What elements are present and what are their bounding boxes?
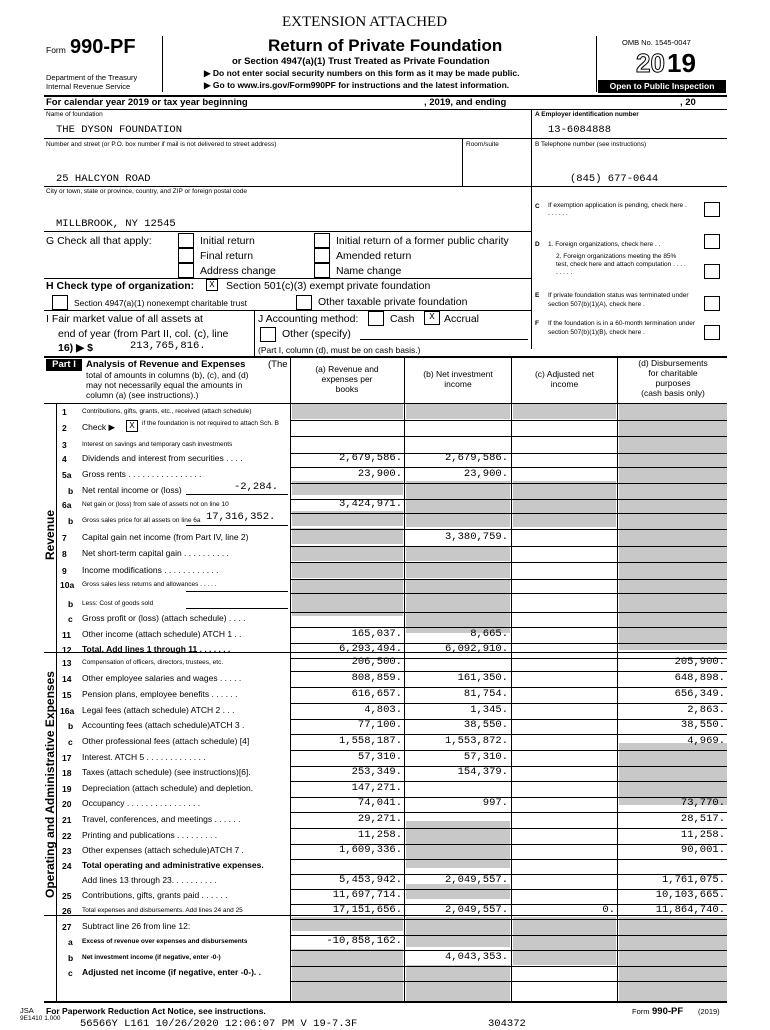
street-label: Number and street (or P.O. box number if mail is not delivered to street address) [46, 141, 277, 148]
jsa-label: JSA [20, 1006, 34, 1015]
other-method-label: Other (specify) [282, 328, 351, 340]
line-label: Gross rents . . . . . . . . . . . . . . . . [82, 469, 202, 479]
line-label: Other professional fees (attach schedule) [4] [82, 736, 250, 746]
line-number: 25 [62, 891, 72, 901]
part1-title-rest: (The [268, 359, 288, 370]
row-divider [290, 919, 727, 920]
j-label: J Accounting method: [258, 313, 359, 325]
amount-col-a[interactable]: 3,424,971. [338, 498, 402, 510]
room-suite-label: Room/suite [466, 141, 499, 148]
paperwork-notice: For Paperwork Reduction Act Notice, see instructions. [46, 1006, 266, 1016]
h-501c3-label: Section 501(c)(3) exempt private foundation [226, 280, 431, 292]
line-number: 8 [62, 549, 67, 559]
shade [619, 917, 727, 1001]
line-number: a [68, 937, 73, 947]
amount-col-d[interactable]: 10,103,665. [655, 889, 725, 901]
row-divider [290, 483, 727, 484]
part1-title: Analysis of Revenue and Expenses [86, 359, 246, 370]
line-label: Printing and publications . . . . . . . . . [82, 830, 218, 840]
address-change-checkbox[interactable] [178, 263, 194, 278]
form-number: 990-PF [70, 36, 136, 58]
form-subtitle: or Section 4947(a)(1) Trust Treated as Private Foundation [232, 56, 490, 67]
address-change-label: Address change [200, 265, 276, 277]
part1-tag: Part I [46, 359, 82, 371]
g-label: G Check all that apply: [46, 235, 152, 247]
amount-col-b[interactable]: 23,900. [463, 468, 508, 480]
amount-col-a[interactable]: 1,558,187. [338, 735, 402, 747]
f-letter: F [535, 320, 539, 327]
shade [292, 580, 403, 616]
shade [406, 917, 510, 947]
col-d-line2: for charitable [648, 368, 698, 378]
line-label: Compensation of officers, directors, trustees, etc. [82, 659, 224, 666]
line-number: 14 [62, 674, 72, 684]
amount-col-a[interactable]: 1,609,336. [338, 844, 402, 856]
line-label: Occupancy . . . . . . . . . . . . . . . . [82, 798, 201, 808]
final-return-checkbox[interactable] [178, 248, 194, 263]
and-ending: , 2019, and ending [424, 97, 507, 108]
line-number: 11 [62, 630, 71, 640]
amount-col-b[interactable]: 2,049,557. [444, 904, 508, 916]
amount-col-a[interactable]: 11,697,714. [332, 889, 402, 901]
line-label: Gross sales less returns and allowances . . . . . [82, 581, 217, 588]
amount-col-d[interactable]: 205,900. [674, 656, 725, 668]
amount-col-d[interactable]: 648,898. [674, 672, 725, 684]
amount-col-d[interactable]: 656,349. [674, 688, 725, 700]
tax-year-bold: 19 [667, 48, 696, 78]
amount-col-a[interactable]: 6,293,494. [338, 643, 402, 655]
line-number: 13 [62, 658, 72, 668]
name-change-label: Name change [336, 265, 402, 277]
city-state-zip[interactable]: MILLBROOK, NY 12545 [56, 218, 176, 230]
amount-col-a[interactable]: 808,859. [351, 672, 402, 684]
line-number: 17 [62, 753, 72, 763]
cash-label: Cash [390, 313, 415, 325]
d1-label: 1. Foreign organizations, check here . . [548, 241, 661, 248]
row-divider [290, 981, 727, 982]
line-number: 3 [62, 440, 67, 450]
line-label: Income modifications . . . . . . . . . . . . [82, 565, 219, 575]
h-other-taxable-label: Other taxable private foundation [318, 296, 468, 308]
amount-col-d[interactable]: 11,864,740. [655, 904, 725, 916]
e-label: If private foundation status was terminated under section 507(b)(1)(A), check here . [548, 292, 689, 308]
amount-col-d[interactable]: 2,863. [687, 704, 725, 716]
shade [513, 404, 616, 419]
calendar-year-line: For calendar year 2019 or tax year beginning [46, 97, 248, 108]
line-number: 4 [62, 454, 67, 464]
col-d-line1: (d) Disbursements [638, 358, 708, 368]
shade [292, 563, 403, 578]
open-public-inspection: Open to Public Inspection [598, 80, 726, 93]
line-number: b [68, 953, 74, 963]
shade [406, 563, 510, 578]
line-label: Gross sales price for all assets on line 6a [82, 517, 201, 524]
col-c-line1: (c) Adjusted net [534, 369, 595, 379]
amount-col-b[interactable]: 997. [482, 797, 508, 809]
dept-treasury: Department of the Treasury [46, 73, 138, 82]
col-b-header [406, 369, 510, 389]
line-label: Subtract line 26 from line 12: [82, 921, 191, 931]
amount-col-a[interactable]: -10,858,162. [326, 935, 402, 947]
h-4947-label: Section 4947(a)(1) nonexempt charitable trust [74, 298, 247, 308]
col-a-line2: expenses per [321, 374, 373, 384]
col-b-line2: income [444, 379, 472, 389]
row-divider [290, 950, 727, 951]
form-prefix: Form [46, 45, 66, 55]
line-label: Travel, conferences, and meetings . . . . . . [82, 814, 241, 824]
amount-col-a[interactable]: 147,271. [351, 782, 402, 794]
form-code: 9E1410 1.000 [20, 1015, 61, 1022]
name-change-checkbox[interactable] [314, 263, 330, 278]
line-label: Depreciation (attach schedule) and depletion. [82, 783, 254, 793]
f-label: If the foundation is in a 60-month termination under section 507(b)(1)(B), check here . [548, 320, 696, 336]
amount-col-a[interactable]: 23,900. [357, 468, 402, 480]
amount-col-b[interactable]: 3,380,759. [444, 531, 508, 543]
col-d-line3: purposes [655, 378, 691, 388]
amount-col-b[interactable]: 6,092,910. [444, 643, 508, 655]
col-d-header [619, 358, 727, 398]
line-number: b [68, 599, 74, 609]
h-other-taxable-checkbox[interactable] [296, 295, 312, 310]
amended-return-label: Amended return [336, 250, 412, 262]
line-label: Gross profit or (loss) (attach schedule) . . . . [82, 613, 246, 623]
line-number: c [68, 968, 73, 978]
c-letter: C [535, 203, 540, 210]
amount-col-b[interactable]: 2,679,586. [444, 452, 508, 464]
amount-col-a[interactable]: 11,258. [357, 829, 402, 841]
amount-col-b[interactable]: 4,043,353. [444, 951, 508, 963]
row-divider [290, 859, 727, 860]
part1-desc2: may not necessarily equal the amounts in [86, 380, 243, 390]
line-number: 26 [62, 906, 72, 916]
amount-col-b[interactable]: 2,049,557. [444, 874, 508, 886]
e-letter: E [535, 292, 540, 299]
f-checkbox[interactable] [704, 325, 720, 340]
col-a-line1: (a) Revenue and [315, 364, 379, 374]
h-label: H Check type of organization: [46, 280, 195, 292]
ssn-warning: ▶ Do not enter social security numbers on this form as it may be made public. [204, 68, 520, 78]
line-label: Interest on savings and temporary cash investments [82, 441, 233, 448]
row-divider [290, 966, 727, 967]
c-exemption-label: If exemption application is pending, check here . . . . . . . [548, 202, 687, 217]
print-stamp-id: 304372 [488, 1018, 526, 1030]
line-number: b [68, 486, 74, 496]
line-label: Total expenses and disbursements. Add lines 24 and 25 [82, 907, 243, 914]
line-label: Excess of revenue over expenses and disbursements [82, 938, 248, 945]
amount-col-b[interactable]: 8,665. [470, 628, 508, 640]
line-number: 24 [62, 861, 72, 871]
col-a-header [292, 364, 402, 394]
extension-attached: EXTENSION ATTACHED [282, 14, 448, 30]
line-number: 22 [62, 831, 72, 841]
ein-label: A Employer identification number [535, 111, 639, 118]
shade [406, 884, 510, 899]
initial-return-label: Initial return [200, 235, 255, 247]
line-number: 19 [62, 784, 72, 794]
line-label: Check ▶ [82, 422, 115, 432]
line-label: Accounting fees (attach schedule)ATCH 3 . [82, 720, 245, 730]
line-number: 27 [62, 922, 72, 932]
amount-col-a[interactable]: 253,349. [351, 766, 402, 778]
i-line1: I Fair market value of all assets at [46, 313, 203, 325]
line-number: c [68, 614, 73, 624]
line-number: 21 [62, 815, 72, 825]
line-number: 15 [62, 690, 72, 700]
line-label: Less: Cost of goods sold [82, 600, 154, 607]
ending-20: , 20 [680, 97, 696, 108]
shade [406, 546, 510, 561]
line-label: Net investment income (if negative, enter -0-) [82, 954, 221, 961]
amount-col-a[interactable]: 57,310. [357, 751, 402, 763]
cash-basis-note: (Part I, column (d), must be on cash basis.) [258, 345, 421, 355]
line-number: b [68, 721, 74, 731]
line-label: Dividends and interest from securities . . . . [82, 453, 243, 463]
amount-col-a[interactable]: 4,803. [364, 704, 402, 716]
line-label: Other income (attach schedule) ATCH 1 . . [82, 629, 242, 639]
tax-year-outline: 20 [636, 48, 665, 78]
c-exemption-checkbox[interactable] [704, 202, 720, 217]
shade [292, 404, 403, 419]
cash-checkbox[interactable] [368, 311, 384, 326]
amount-col-a[interactable]: 2,679,586. [338, 452, 402, 464]
schedule-b-checkbox[interactable]: X [126, 420, 138, 432]
e-checkbox[interactable] [704, 296, 720, 311]
d2-label: 2. Foreign organizations meeting the 85% test, check here and attach computation . . . . . . . . . [556, 253, 686, 276]
h-4947-checkbox[interactable] [52, 295, 68, 310]
line-label: Taxes (attach schedule) (see instructions)[6]. [82, 767, 251, 777]
col-a-line3: books [335, 384, 359, 394]
revenue-side-label: Revenue [43, 509, 57, 560]
line-label: Net short-term capital gain . . . . . . . . . . [82, 548, 229, 558]
col-b-line1: (b) Net investment [423, 369, 493, 379]
line-number: 20 [62, 799, 72, 809]
amount-col-a[interactable]: 17,151,656. [332, 904, 402, 916]
line-number: 16a [60, 706, 75, 716]
amount-col-d[interactable]: 28,517. [680, 813, 725, 825]
amount-col-d[interactable]: 38,550. [680, 719, 725, 731]
name-label: Name of foundation [46, 111, 103, 118]
initial-former-label: Initial return of a former public charity [336, 235, 509, 247]
amount-col-b[interactable]: 1,553,872. [444, 735, 508, 747]
omb-number: OMB No. 1545-0047 [622, 38, 691, 47]
shade [513, 481, 616, 527]
footer-form-year: (2019) [698, 1007, 720, 1016]
form-title: Return of Private Foundation [268, 36, 503, 55]
line-label: Legal fees (attach schedule) ATCH 2 . . . [82, 705, 235, 715]
ein-value[interactable]: 13-6084888 [548, 124, 612, 136]
amount-col-a[interactable]: 206,500. [351, 656, 402, 668]
row-divider [290, 546, 727, 547]
accrual-label: Accrual [444, 313, 480, 325]
shade [292, 546, 403, 561]
line-label: Interest. ATCH 5 . . . . . . . . . . . . . [82, 752, 206, 762]
line-number: 23 [62, 846, 72, 856]
amount-col-a[interactable]: 77,100. [357, 719, 402, 731]
col-c-header [513, 369, 616, 389]
line-number: 7 [62, 533, 67, 543]
shade [513, 917, 616, 965]
foundation-name[interactable]: THE DYSON FOUNDATION [56, 124, 183, 136]
amended-return-checkbox[interactable] [314, 248, 330, 263]
footer-form-prefix: Form [632, 1007, 650, 1016]
line-number: 10a [60, 580, 75, 590]
amount-col-b[interactable]: 81,754. [463, 688, 508, 700]
line-label: Add lines 13 through 23. . . . . . . . . . [82, 875, 217, 885]
i-line3: 16) ▶ $ [58, 342, 93, 354]
line-label: Pension plans, employee benefits . . . . . . [82, 689, 238, 699]
row-divider [290, 529, 727, 530]
expenses-side-label: Operating and Administrative Expenses [43, 671, 57, 898]
line-label: Net rental income or (loss) [82, 485, 182, 495]
amount-col-b[interactable]: 161,350. [457, 672, 508, 684]
row-divider [290, 436, 727, 437]
i-line2: end of year (from Part II, col. (c), line [58, 328, 229, 340]
amount-col-c[interactable]: 0. [602, 904, 615, 916]
schedule-b-text: if the foundation is not required to attach Sch. B [142, 420, 279, 427]
irs-label: Internal Revenue Service [46, 82, 131, 91]
city-label: City or town, state or province, country, and ZIP or foreign postal code [46, 188, 247, 195]
line-number: 12 [62, 645, 72, 655]
row-divider [290, 612, 727, 613]
shade [406, 404, 510, 419]
amount-col-a[interactable]: 616,657. [351, 688, 402, 700]
amount-col-a[interactable]: 5,453,942. [338, 874, 402, 886]
net-rental-income[interactable]: -2,284. [234, 481, 279, 493]
col-c-line2: income [550, 379, 579, 389]
shade [406, 965, 510, 1001]
col-d-line4: (cash basis only) [641, 388, 705, 398]
final-return-label: Final return [200, 250, 254, 262]
initial-return-checkbox[interactable] [178, 233, 194, 248]
d2-checkbox[interactable] [704, 264, 720, 279]
d1-checkbox[interactable] [704, 234, 720, 249]
line-number: 6a [62, 500, 72, 510]
amount-col-a[interactable]: 74,041. [357, 797, 402, 809]
shade [406, 580, 510, 633]
line-label: Contributions, gifts, grants, etc., received (attach schedule) [82, 408, 252, 415]
shade [406, 481, 510, 527]
amount-col-d[interactable]: 4,969. [687, 735, 725, 747]
line-label: Net gain or (loss) from sale of assets not on line 10 [82, 501, 229, 508]
line-number: 2 [62, 423, 67, 433]
shade [292, 528, 403, 544]
line-label: Other expenses (attach schedule)ATCH 7 . [82, 845, 244, 855]
phone-label: B Telephone number (see instructions) [535, 141, 647, 148]
amount-col-b[interactable]: 154,379. [457, 766, 508, 778]
row-divider [290, 420, 727, 421]
fmv-value[interactable]: 213,765,816. [130, 340, 206, 352]
line-number: 9 [62, 566, 67, 576]
line-number: b [68, 516, 74, 526]
footer-form-number: 990-PF [652, 1006, 684, 1017]
h-501c3-checkbox[interactable]: X [206, 279, 218, 291]
shade [619, 743, 727, 805]
amount-col-b[interactable]: 1,345. [470, 704, 508, 716]
line-label: Total operating and administrative expenses. [82, 860, 264, 870]
amount-col-d[interactable]: 90,001. [680, 844, 725, 856]
line-number: 5a [62, 470, 72, 480]
row-divider [290, 562, 727, 563]
row-divider [290, 513, 727, 514]
amount-col-b[interactable]: 38,550. [463, 719, 508, 731]
line-label: Capital gain net income (from Part IV, line 2) [82, 532, 249, 542]
line-number: 18 [62, 768, 72, 778]
amount-col-a[interactable]: 29,271. [357, 813, 402, 825]
irs-link-instruction: ▶ Go to www.irs.gov/Form990PF for instructions and the latest information. [204, 80, 510, 90]
d-letter: D [535, 241, 540, 248]
amount-col-d[interactable]: 1,761,075. [661, 874, 725, 886]
shade [619, 404, 727, 650]
row-divider [290, 593, 727, 594]
part1-desc1: total of amounts in columns (b), (c), and (d) [86, 370, 249, 380]
line-label: Adjusted net income (if negative, enter -0-). . [82, 967, 261, 977]
accrual-checkbox[interactable]: X [424, 311, 440, 325]
shade [292, 949, 403, 1001]
amount-col-d[interactable]: 73,770. [680, 797, 725, 809]
amount-col-a[interactable]: 165,037. [351, 628, 402, 640]
line-label: Contributions, gifts, grants paid . . . . . . [82, 890, 228, 900]
line-label: Total. Add lines 1 through 11 . . . . . . . [82, 644, 231, 654]
other-method-checkbox[interactable] [260, 327, 276, 342]
print-stamp: 56566Y L161 10/26/2020 12:06:07 PM V 19-7.3F [80, 1018, 358, 1030]
row-divider [290, 579, 727, 580]
street-address[interactable]: 25 HALCYON ROAD [56, 173, 151, 185]
initial-former-checkbox[interactable] [314, 233, 330, 248]
line-number: c [68, 737, 73, 747]
gross-sales-price[interactable]: 17,316,352. [206, 511, 276, 523]
amount-col-b[interactable]: 57,310. [463, 751, 508, 763]
phone-number[interactable]: (845) 677-0644 [570, 173, 659, 185]
part1-desc3: column (a) (see instructions).) [86, 390, 199, 400]
line-number: 1 [62, 407, 67, 417]
line-label: Other employee salaries and wages . . . . . [82, 673, 242, 683]
amount-col-d[interactable]: 11,258. [680, 829, 725, 841]
